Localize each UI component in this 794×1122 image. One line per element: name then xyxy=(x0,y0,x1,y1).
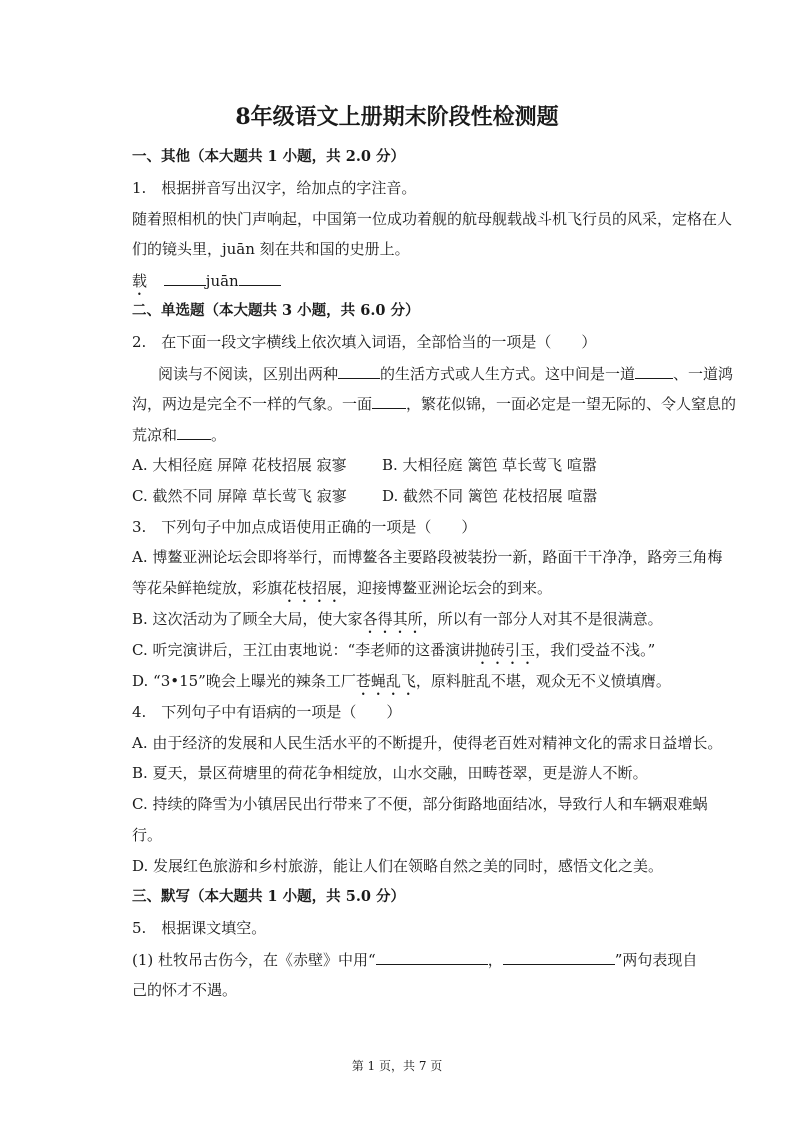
dotted-idiom: 花枝招展 xyxy=(282,579,343,597)
question-5-stem: 5. 根据课文填空。 xyxy=(132,919,267,937)
passage-text: 。 xyxy=(211,426,227,444)
question-4-option-d[interactable]: D. 发展红色旅游和乡村旅游，能让人们在领略自然之美的同时，感悟文化之美。 xyxy=(132,857,664,875)
answer-blank[interactable] xyxy=(338,362,380,379)
question-4-option-a[interactable]: A. 由于经济的发展和人民生活水平的不断提升，使得老百姓对精神文化的需求日益增长。 xyxy=(132,734,723,752)
question-1-stem: 1. 根据拼音写出汉字，给加点的字注音。 xyxy=(132,179,417,197)
question-1-passage-line1: 随着照相机的快门声响起，中国第一位成功着舰的航母舰载战斗机飞行员的风采，定格在人 xyxy=(132,210,733,228)
passage-text: 阅读与不阅读，区别出两种 xyxy=(158,365,339,383)
question-2-stem: 2. 在下面一段文字横线上依次填入词语，全部恰当的一项是（ ） xyxy=(132,333,597,351)
section-header-other: 一、其他（本大题共 1 小题，共 2.0 分） xyxy=(132,148,406,165)
question-3-option-c[interactable] xyxy=(132,639,655,668)
question-2-option-b[interactable]: B. 大相径庭 篱笆 草长莺飞 喧嚣 xyxy=(382,456,597,474)
option-text: D. “3•15”晚会上曝光的辣条工厂 xyxy=(132,672,356,690)
question-text: (1) 杜牧吊古伤今，在《赤壁》中用“ xyxy=(132,951,376,969)
question-2-option-a[interactable]: A. 大相径庭 屏障 花枝招展 寂寥 xyxy=(132,456,347,474)
answer-blank[interactable] xyxy=(372,392,406,409)
option-text: ，原料脏乱不堪，观众无不义愤填膺。 xyxy=(415,672,671,690)
question-2-option-d[interactable]: D. 截然不同 篱笆 花枝招展 喧嚣 xyxy=(382,487,598,505)
answer-blank[interactable] xyxy=(164,269,206,286)
question-1-answer-pinyin: juān xyxy=(205,272,239,290)
question-5-sub1-line1 xyxy=(132,948,697,971)
option-text: ，迎接博鳌亚洲论坛会的到来。 xyxy=(342,579,553,597)
answer-blank[interactable] xyxy=(239,269,281,286)
answer-blank[interactable] xyxy=(376,948,488,965)
option-text: ，所以有一部分人对其不是很满意。 xyxy=(422,610,663,628)
question-3-option-a-line2[interactable] xyxy=(132,577,552,606)
option-text: C. 听完演讲后，王江由衷地说：“李老师的这番演讲 xyxy=(132,641,476,659)
passage-text: 、一道鸿 xyxy=(673,365,734,383)
passage-text: 的生活方式或人生方式。这中间是一道 xyxy=(380,365,636,383)
question-2-passage-line3 xyxy=(132,423,226,446)
question-1-answer-line xyxy=(132,269,281,299)
answer-blank[interactable] xyxy=(503,948,615,965)
question-5-sub1-line2: 己的怀才不遇。 xyxy=(132,981,238,999)
question-4-option-c-line2[interactable]: 行。 xyxy=(132,826,163,844)
question-1-answer-char: 载 xyxy=(132,272,148,290)
question-2-passage-line1 xyxy=(158,362,733,385)
page-title: 8年级语文上册期末阶段性检测题 xyxy=(235,104,559,130)
passage-text: 荒凉和 xyxy=(132,426,178,444)
question-3-option-b[interactable] xyxy=(132,608,663,637)
passage-text: ，繁花似锦，一面必定是一望无际的、令人窒息的 xyxy=(406,395,737,413)
option-text: B. 这次活动为了顾全大局，使大家 xyxy=(132,610,363,628)
question-4-stem: 4. 下列句子中有语病的一项是（ ） xyxy=(132,703,402,721)
dotted-idiom: 各得其所 xyxy=(362,610,423,628)
dotted-idiom: 抛砖引玉 xyxy=(475,641,536,659)
answer-blank[interactable] xyxy=(635,362,673,379)
question-text: ”两句表现自 xyxy=(614,951,698,969)
question-2-passage-line2 xyxy=(132,392,736,415)
question-1-passage-line2: 们的镜头里，juān 刻在共和国的史册上。 xyxy=(132,240,410,258)
question-2-option-c[interactable]: C. 截然不同 屏障 草长莺飞 寂寥 xyxy=(132,487,347,505)
section-header-dictation: 三、默写（本大题共 1 小题，共 5.0 分） xyxy=(132,888,406,905)
option-text: 等花朵鲜艳绽放，彩旗 xyxy=(132,579,283,597)
question-4-option-c-line1[interactable]: C. 持续的降雪为小镇居民出行带来了不便，部分街路地面结冰，导致行人和车辆艰难蜗 xyxy=(132,795,708,813)
dotted-idiom: 苍蝇乱飞 xyxy=(355,672,416,690)
answer-blank[interactable] xyxy=(177,423,211,440)
passage-text: 沟，两边是完全不一样的气象。一面 xyxy=(132,395,373,413)
question-3-option-a-line1[interactable]: A. 博鳌亚洲论坛会即将举行，而博鳌各主要路段被装扮一新，路面干干净净，路旁三角梅 xyxy=(132,548,723,566)
question-4-option-b[interactable]: B. 夏天，景区荷塘里的荷花争相绽放，山水交融，田畴苍翠，更是游人不断。 xyxy=(132,764,648,782)
option-text: ，我们受益不浅。” xyxy=(535,641,656,659)
question-text: ， xyxy=(487,951,503,969)
page-footer: 第 1 页，共 7 页 xyxy=(351,1059,443,1073)
question-2-options-row1 xyxy=(132,454,347,476)
section-header-single-choice: 二、单选题（本大题共 3 小题，共 6.0 分） xyxy=(132,302,420,319)
question-3-stem: 3. 下列句子中加点成语使用正确的一项是（ ） xyxy=(132,518,477,536)
question-3-option-d[interactable] xyxy=(132,670,671,699)
